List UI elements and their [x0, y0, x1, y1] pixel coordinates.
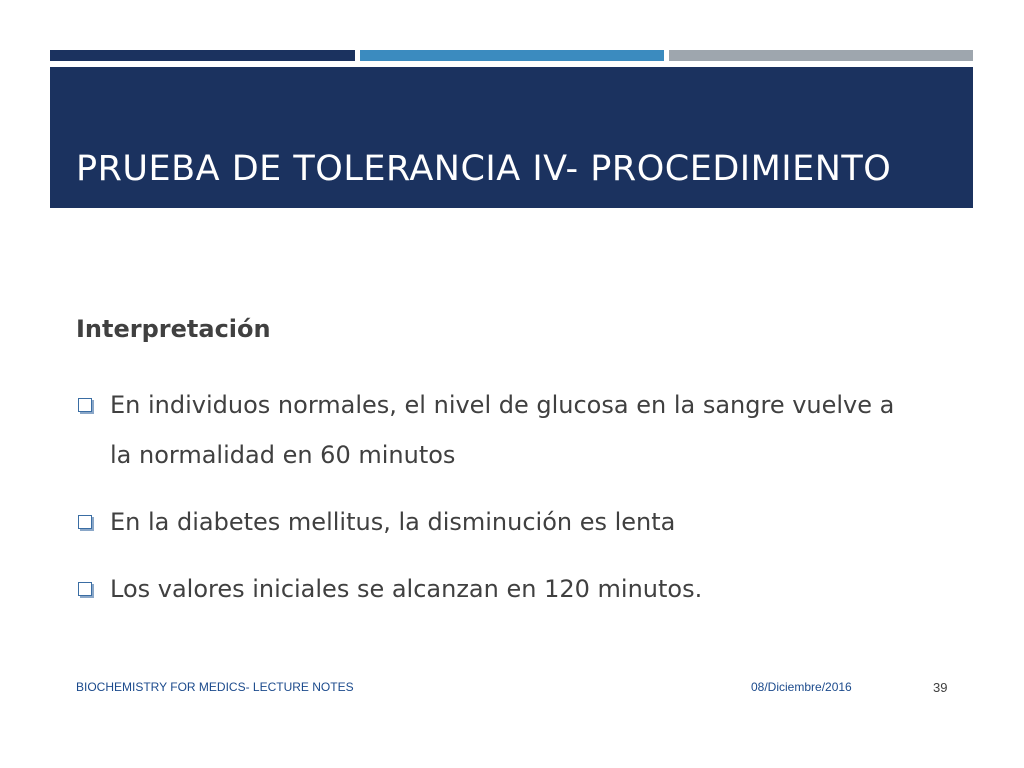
bullet-text: En individuos normales, el nivel de glucosa en la sangre vuelve a la normalidad en 60 minutos	[110, 391, 895, 469]
slide-number: 39	[933, 680, 948, 695]
bullet-text: En la diabetes mellitus, la disminución es lenta	[110, 508, 676, 536]
bullet-item	[76, 380, 906, 480]
accent-bar-blue	[360, 50, 664, 61]
footer-course-title: BIOCHEMISTRY FOR MEDICS- LECTURE NOTES	[76, 680, 354, 694]
checkbox-bullet-icon	[78, 582, 92, 596]
bullet-item	[76, 564, 906, 614]
accent-bar-gray	[669, 50, 973, 61]
accent-bar-dark	[50, 50, 355, 61]
bullet-text: Los valores iniciales se alcanzan en 120 minutos.	[110, 575, 703, 603]
bullet-item	[76, 497, 906, 547]
slide-title: PRUEBA DE TOLERANCIA IV- PROCEDIMIENTO	[76, 149, 892, 189]
title-band	[50, 67, 973, 208]
bullet-list	[76, 380, 906, 631]
footer-date: 08/Diciembre/2016	[751, 680, 852, 694]
checkbox-bullet-icon	[78, 515, 92, 529]
checkbox-bullet-icon	[78, 398, 92, 412]
section-heading: Interpretación	[76, 315, 271, 343]
